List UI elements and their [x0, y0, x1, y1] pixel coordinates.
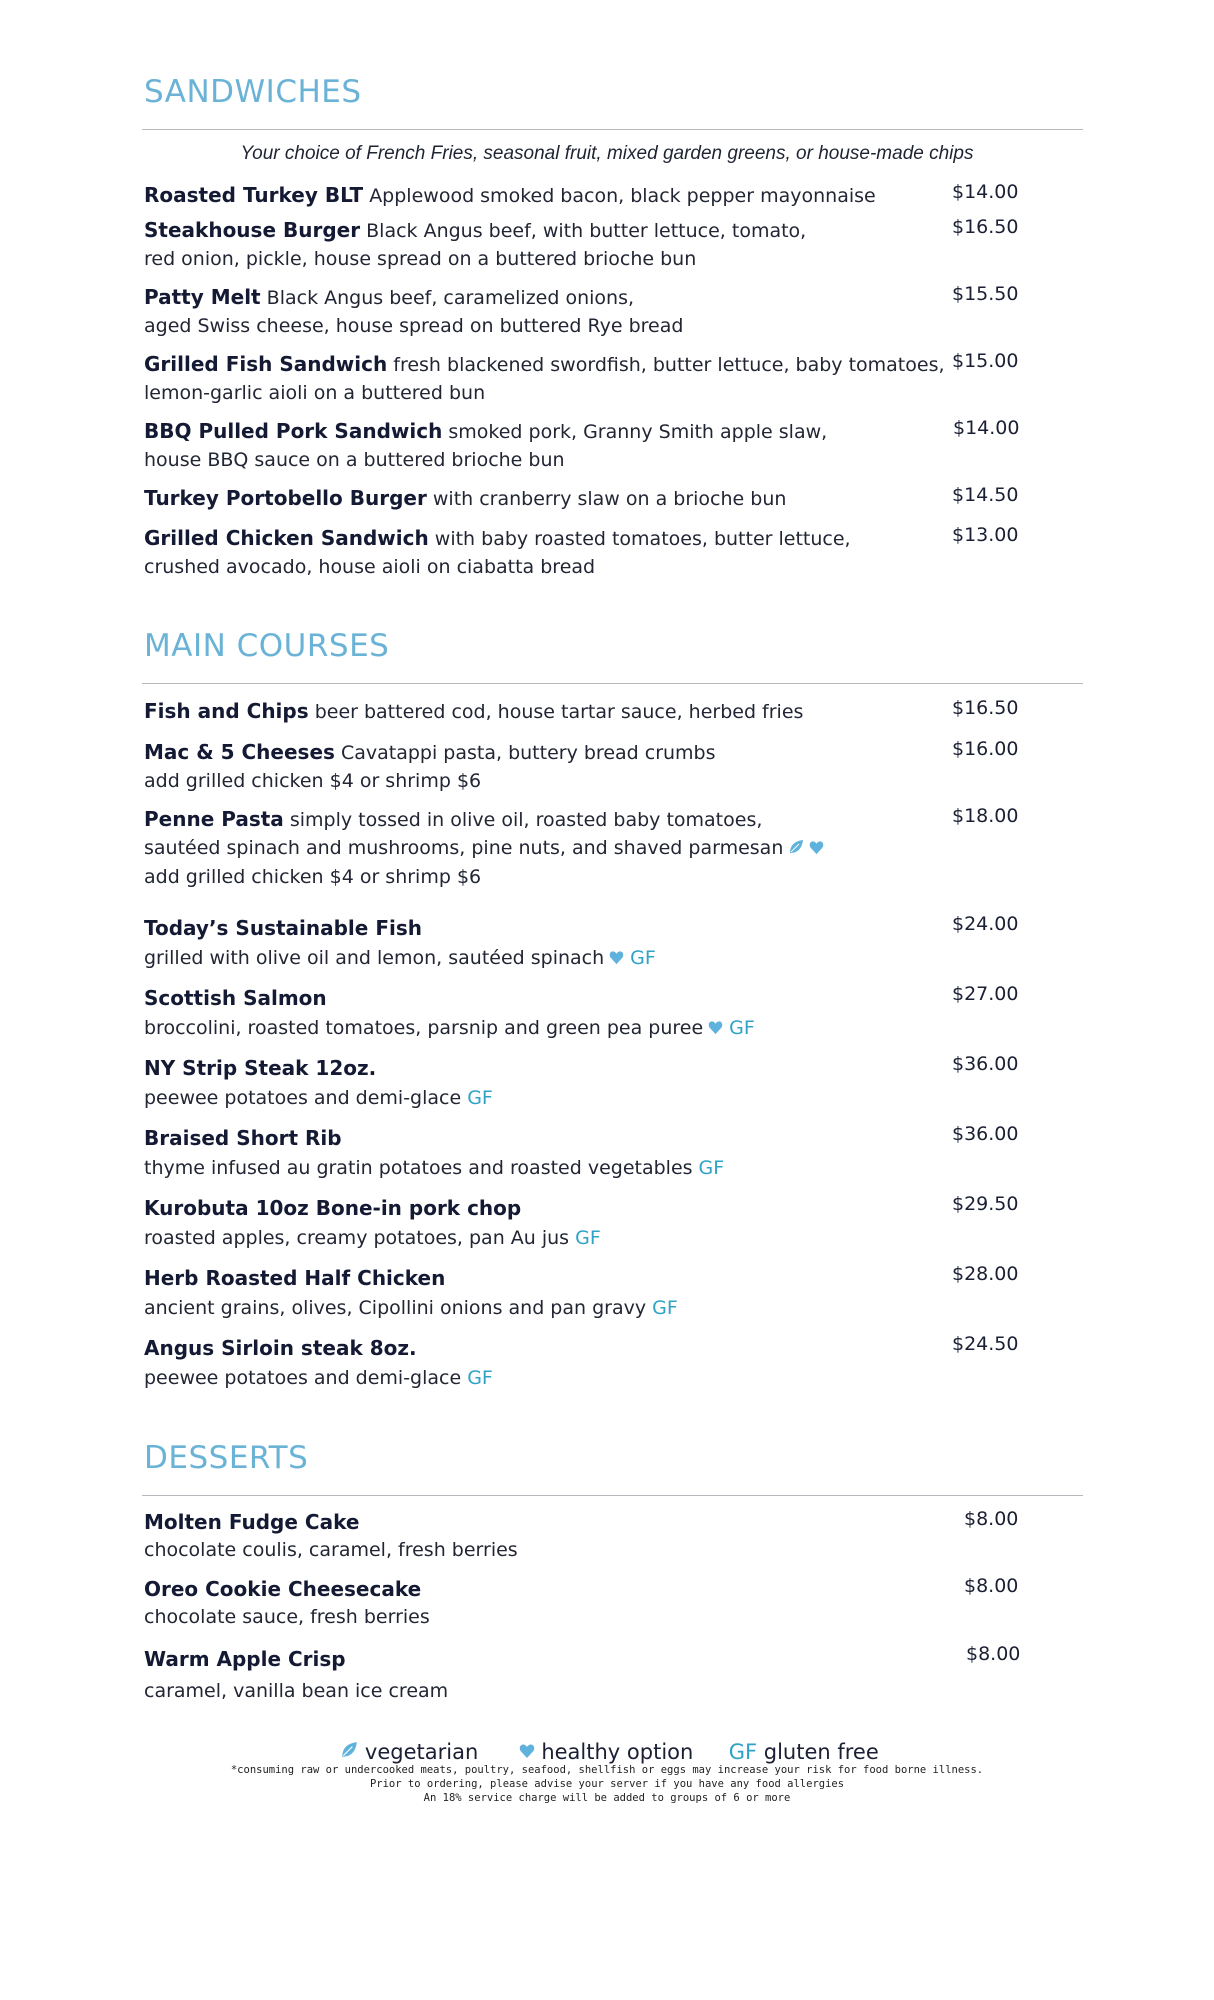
heart-icon	[708, 1014, 723, 1044]
item-price: $8.00	[964, 1508, 1019, 1530]
dietary-legend	[0, 1739, 1214, 1764]
item-description: with cranberry slaw on a brioche bun	[432, 488, 787, 510]
menu-item	[144, 738, 716, 795]
item-description: beer battered cod, house tartar sauce, herbed fries	[314, 701, 804, 723]
item-description: Applewood smoked bacon, black pepper mayonnaise	[369, 185, 876, 207]
item-description: lemon-garlic aioli on a buttered bun	[144, 382, 486, 404]
item-price: $8.00	[964, 1575, 1019, 1597]
legend-vegetarian-label: vegetarian	[364, 1740, 479, 1764]
item-name: Braised Short Rib	[144, 1126, 342, 1150]
item-price: $14.00	[952, 181, 1019, 203]
footer-allergy-note: Prior to ordering, please advise your server if you have any food allergies	[369, 1778, 845, 1790]
item-description: roasted apples, creamy potatoes, pan Au jus	[144, 1227, 570, 1249]
item-name: Molten Fudge Cake	[144, 1510, 360, 1534]
section-subtitle: Your choice of French Fries, seasonal fruit, mixed garden greens, or house-made chips	[240, 143, 974, 164]
menu-item	[144, 1193, 601, 1253]
item-name: Penne Pasta	[144, 807, 284, 831]
item-description: add grilled chicken $4 or shrimp $6	[144, 865, 482, 888]
section-divider	[142, 683, 1083, 684]
menu-item	[144, 283, 683, 340]
item-description: thyme infused au gratin potatoes and roasted vegetables	[144, 1157, 693, 1179]
item-price: $16.50	[952, 216, 1019, 238]
item-name: BBQ Pulled Pork Sandwich	[144, 419, 443, 443]
gluten-free-mark: GF	[630, 947, 656, 969]
menu-item	[144, 1333, 493, 1393]
gluten-free-mark: GF	[575, 1227, 601, 1249]
legend-healthy-label: healthy option	[541, 1740, 694, 1764]
item-price: $27.00	[952, 983, 1019, 1005]
item-description: broccolini, roasted tomatoes, parsnip and green pea puree	[144, 1017, 704, 1039]
item-description: chocolate sauce, fresh berries	[144, 1606, 430, 1628]
heart-icon	[609, 944, 624, 974]
footer-disclaimer: *consuming raw or undercooked meats, poultry, seafood, shellfish or eggs may increase your risk for food borne illness.	[230, 1764, 984, 1776]
item-price: $14.50	[952, 484, 1019, 506]
item-description: sautéed spinach and mushrooms, pine nuts, and shaved parmesan	[144, 837, 784, 859]
item-description: chocolate coulis, caramel, fresh berries	[144, 1539, 518, 1561]
menu-item	[144, 1508, 518, 1564]
item-price: $24.00	[952, 913, 1019, 935]
item-name: Grilled Fish Sandwich	[144, 352, 388, 376]
leaf-icon	[788, 835, 804, 863]
item-description: with baby roasted tomatoes, butter lettuce,	[434, 528, 851, 550]
item-description: simply tossed in olive oil, roasted baby tomatoes,	[289, 809, 763, 831]
item-price: $15.50	[952, 283, 1019, 305]
item-description: add grilled chicken $4 or shrimp $6	[144, 770, 482, 792]
item-price: $29.50	[952, 1193, 1019, 1215]
item-description: Black Angus beef, caramelized onions,	[266, 287, 635, 309]
item-name: Steakhouse Burger	[144, 218, 361, 242]
gluten-free-mark: GF	[652, 1297, 678, 1319]
menu-item	[144, 697, 803, 726]
menu-item	[144, 913, 656, 974]
item-description: ancient grains, olives, Cipollini onions and pan gravy	[144, 1297, 647, 1319]
item-description: peewee potatoes and demi-glace	[144, 1087, 462, 1109]
menu-item	[144, 350, 945, 407]
menu-item	[144, 524, 851, 581]
item-price: $36.00	[952, 1123, 1019, 1145]
item-name: Kurobuta 10oz Bone-in pork chop	[144, 1196, 522, 1220]
item-price: $13.00	[952, 524, 1019, 546]
item-description: grilled with olive oil and lemon, sautéed spinach	[144, 947, 605, 969]
item-price: $8.00	[966, 1643, 1021, 1665]
item-price: $16.50	[952, 697, 1019, 719]
menu-item	[144, 1263, 678, 1323]
gluten-free-mark: GF	[729, 1017, 755, 1039]
legend-gluten-free-label: gluten free	[763, 1740, 879, 1764]
item-price: $28.00	[952, 1263, 1019, 1285]
item-price: $16.00	[952, 738, 1019, 760]
item-name: Turkey Portobello Burger	[144, 486, 427, 510]
item-name: Herb Roasted Half Chicken	[144, 1266, 446, 1290]
menu-item	[144, 216, 806, 273]
heart-icon	[809, 835, 824, 863]
item-description: fresh blackened swordfish, butter lettuce, baby tomatoes,	[393, 354, 945, 376]
item-description: Cavatappi pasta, buttery bread crumbs	[340, 742, 716, 764]
menu-item	[144, 983, 755, 1044]
item-description: red onion, pickle, house spread on a buttered brioche bun	[144, 248, 697, 270]
menu-item	[144, 181, 876, 210]
item-name: Oreo Cookie Cheesecake	[144, 1577, 422, 1601]
item-name: Grilled Chicken Sandwich	[144, 526, 429, 550]
item-description: aged Swiss cheese, house spread on buttered Rye bread	[144, 315, 684, 337]
item-description: Black Angus beef, with butter lettuce, tomato,	[366, 220, 807, 242]
gluten-free-mark: GF	[467, 1087, 493, 1109]
footer-service-charge: An 18% service charge will be added to groups of 6 or more	[423, 1792, 791, 1804]
menu-item	[144, 484, 786, 513]
item-description: peewee potatoes and demi-glace	[144, 1367, 462, 1389]
item-price: $18.00	[952, 805, 1019, 827]
item-price: $24.50	[952, 1333, 1019, 1355]
gluten-free-mark: GF	[698, 1157, 725, 1179]
item-price: $14.00	[953, 417, 1020, 439]
item-name: Today’s Sustainable Fish	[144, 916, 422, 940]
item-description: caramel, vanilla bean ice cream	[144, 1680, 449, 1702]
item-name: Patty Melt	[144, 285, 261, 309]
section-heading-desserts: DESSERTS	[144, 1440, 309, 1476]
item-name: Warm Apple Crisp	[144, 1647, 346, 1671]
leaf-icon	[340, 1740, 358, 1764]
item-price: $36.00	[952, 1053, 1019, 1075]
menu-item	[144, 1643, 448, 1707]
menu-item	[144, 1053, 493, 1113]
item-name: Mac & 5 Cheeses	[144, 740, 335, 764]
menu-item	[144, 1123, 724, 1183]
item-description: house BBQ sauce on a buttered brioche bun	[144, 449, 565, 471]
item-description: crushed avocado, house aioli on ciabatta bread	[144, 556, 596, 578]
item-name: Angus Sirloin steak 8oz.	[144, 1336, 417, 1360]
item-name: NY Strip Steak 12oz.	[144, 1056, 377, 1080]
menu-item	[144, 417, 827, 474]
item-price: $15.00	[952, 350, 1019, 372]
gluten-free-mark: GF	[728, 1740, 758, 1764]
item-name: Roasted Turkey BLT	[144, 183, 364, 207]
gluten-free-mark: GF	[467, 1367, 493, 1389]
item-name: Fish and Chips	[144, 699, 309, 723]
menu-item	[144, 805, 824, 891]
menu-item	[144, 1575, 430, 1631]
section-heading-sandwiches: SANDWICHES	[144, 74, 362, 110]
item-name: Scottish Salmon	[144, 986, 327, 1010]
section-divider	[142, 129, 1083, 130]
item-description: smoked pork, Granny Smith apple slaw,	[448, 421, 828, 443]
heart-icon	[519, 1740, 535, 1764]
section-divider	[142, 1495, 1083, 1496]
section-heading-main-courses: MAIN COURSES	[144, 628, 390, 664]
